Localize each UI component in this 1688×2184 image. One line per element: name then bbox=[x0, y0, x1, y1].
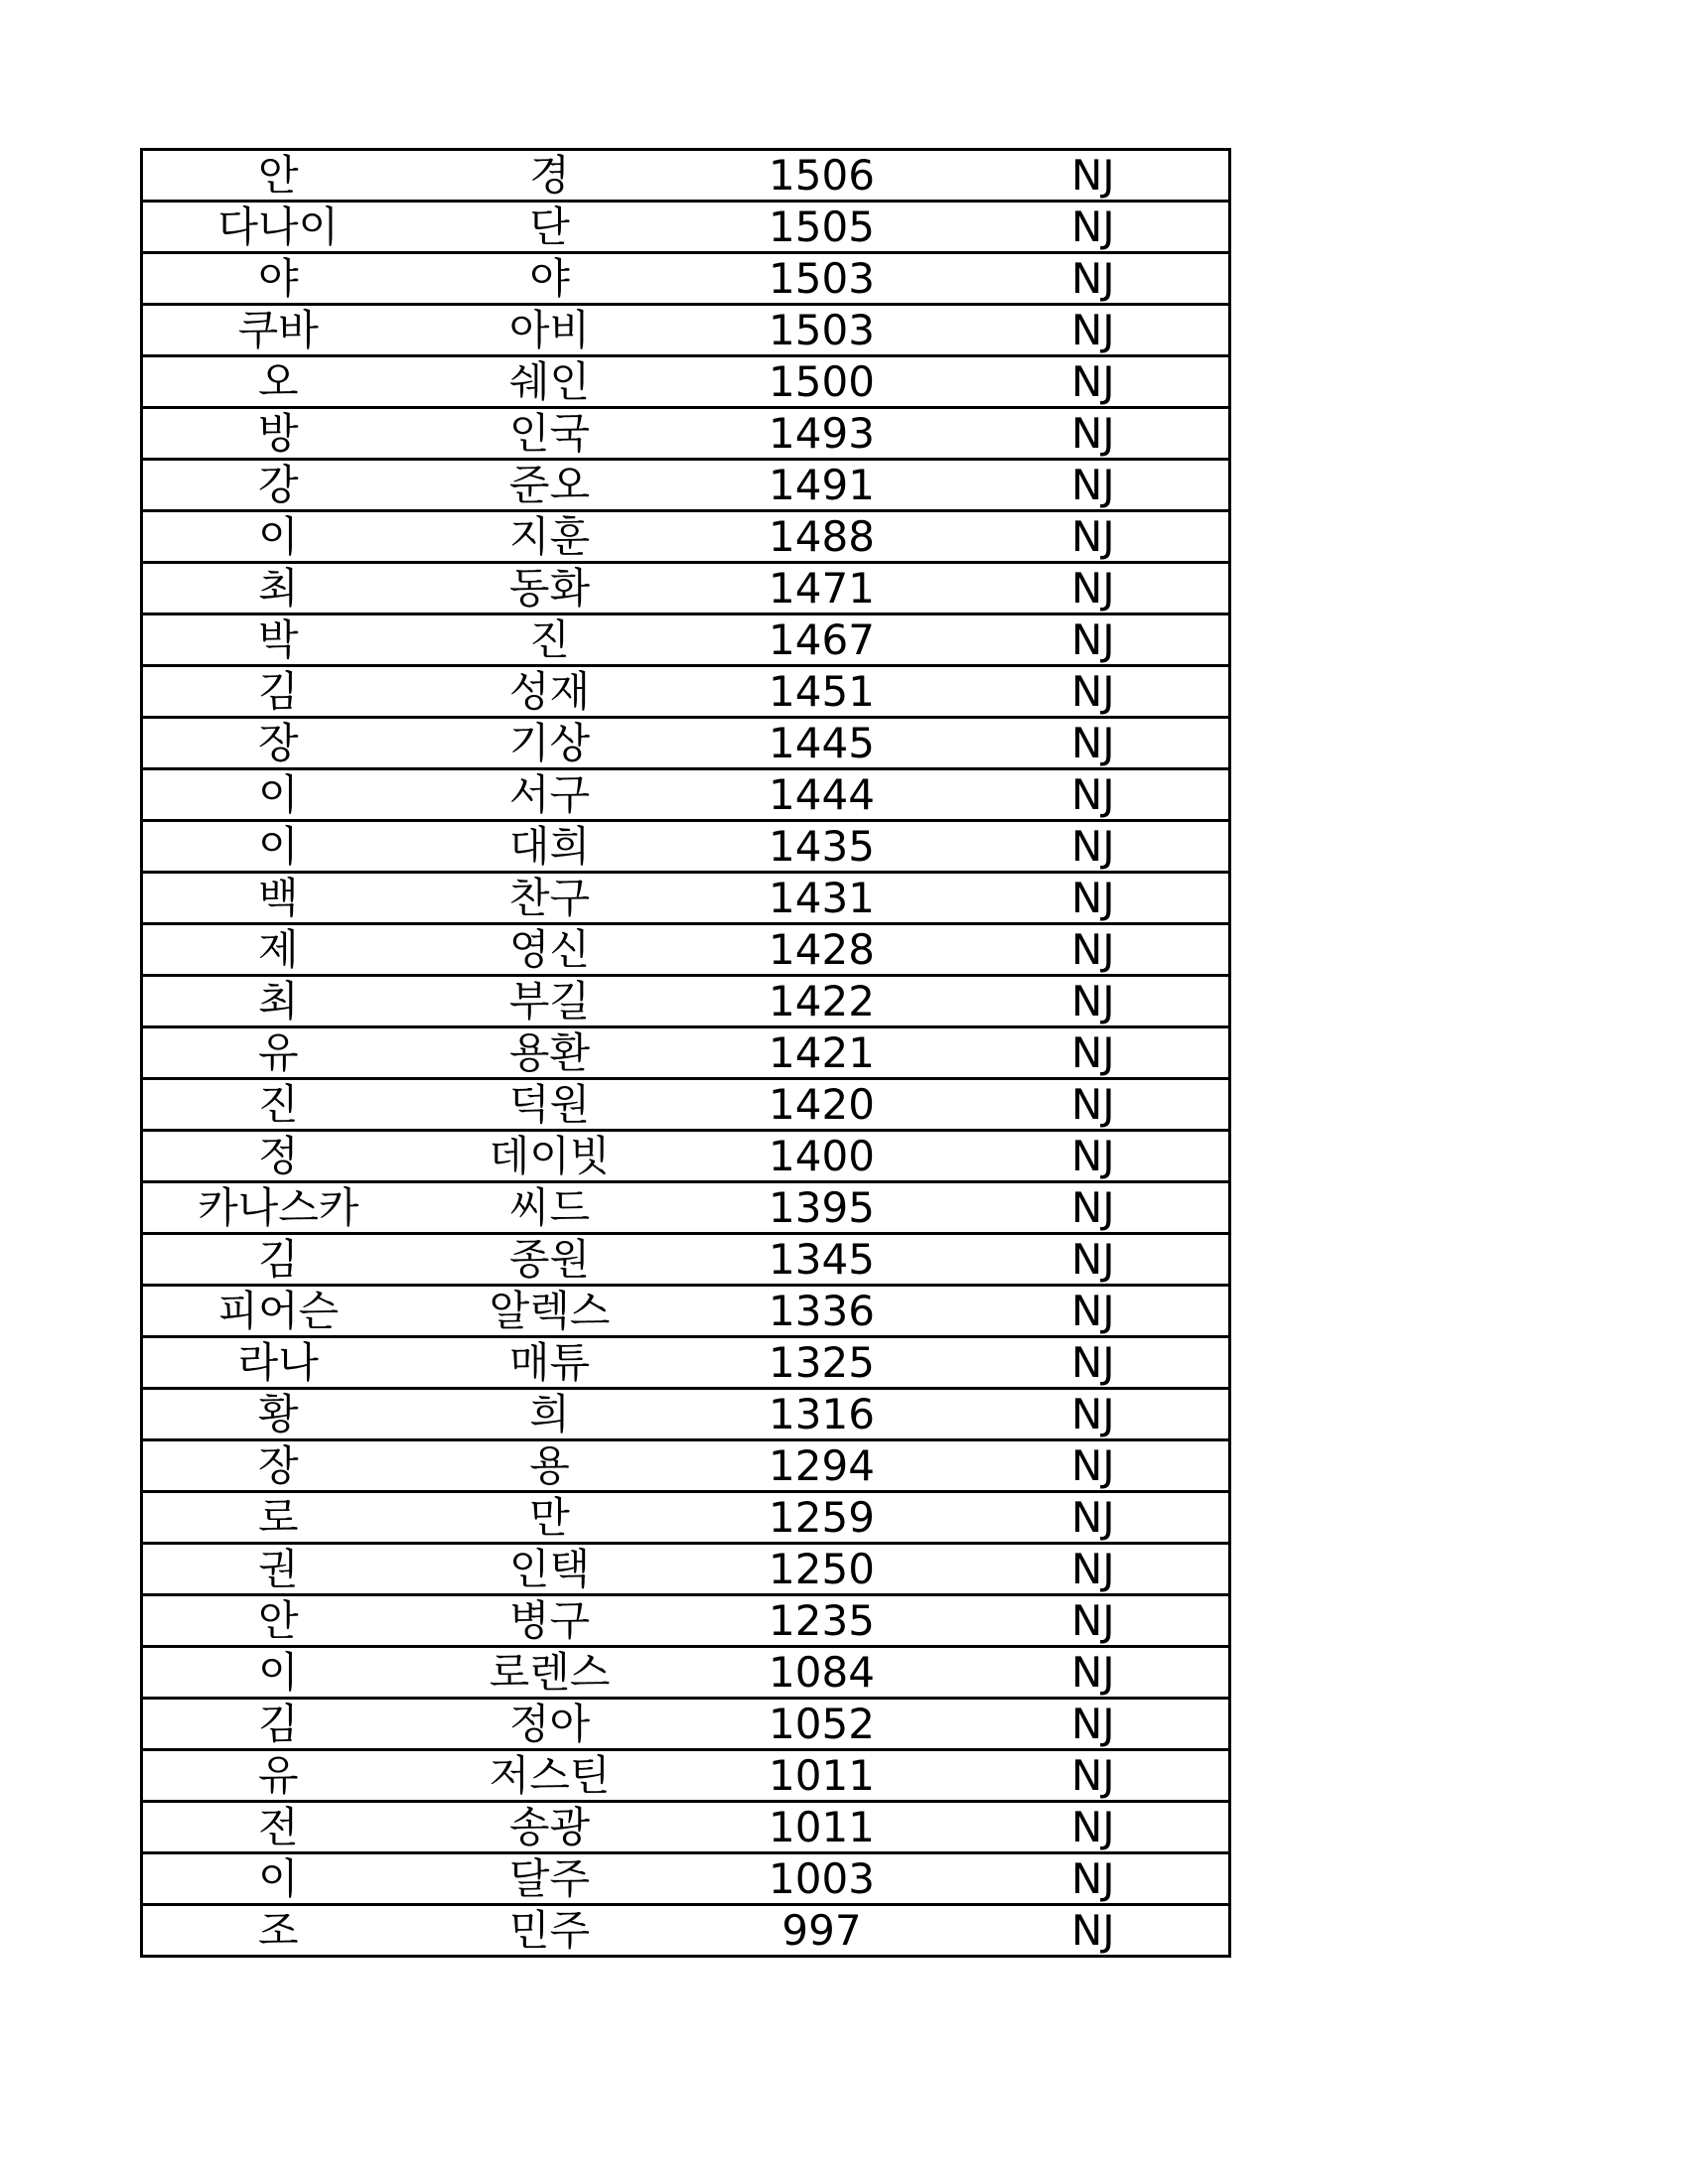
rating-cell: 1503 bbox=[686, 253, 958, 305]
first-name-cell: 준오 bbox=[414, 460, 686, 511]
rating-cell: 1003 bbox=[686, 1853, 958, 1905]
state-cell: NJ bbox=[958, 1492, 1230, 1544]
table-row bbox=[142, 1440, 1230, 1492]
rating-cell: 1451 bbox=[686, 666, 958, 718]
first-name-cell: 저스틴 bbox=[414, 1750, 686, 1802]
rating-cell: 1084 bbox=[686, 1647, 958, 1699]
last-name-cell: 로 bbox=[142, 1492, 414, 1544]
table-row bbox=[142, 1544, 1230, 1595]
table-row bbox=[142, 1079, 1230, 1131]
table-row bbox=[142, 1750, 1230, 1802]
state-cell: NJ bbox=[958, 1337, 1230, 1389]
last-name-cell: 김 bbox=[142, 1699, 414, 1750]
last-name-cell: 안 bbox=[142, 1595, 414, 1647]
state-cell: NJ bbox=[958, 976, 1230, 1027]
table-row bbox=[142, 666, 1230, 718]
last-name-cell: 야 bbox=[142, 253, 414, 305]
first-name-cell: 동화 bbox=[414, 563, 686, 614]
state-cell: NJ bbox=[958, 1286, 1230, 1337]
rating-cell: 1422 bbox=[686, 976, 958, 1027]
rating-cell: 1431 bbox=[686, 873, 958, 924]
first-name-cell: 로렌스 bbox=[414, 1647, 686, 1699]
rating-cell: 1400 bbox=[686, 1131, 958, 1182]
rating-cell: 1500 bbox=[686, 356, 958, 408]
first-name-cell: 진 bbox=[414, 614, 686, 666]
table-row bbox=[142, 924, 1230, 976]
rating-cell: 1445 bbox=[686, 718, 958, 769]
rating-cell: 1250 bbox=[686, 1544, 958, 1595]
first-name-cell: 경 bbox=[414, 150, 686, 202]
table-row bbox=[142, 1647, 1230, 1699]
last-name-cell: 이 bbox=[142, 1853, 414, 1905]
last-name-cell: 이 bbox=[142, 821, 414, 873]
last-name-cell: 최 bbox=[142, 976, 414, 1027]
first-name-cell: 아비 bbox=[414, 305, 686, 356]
table-row bbox=[142, 976, 1230, 1027]
table-row bbox=[142, 1389, 1230, 1440]
state-cell: NJ bbox=[958, 1750, 1230, 1802]
table-row bbox=[142, 253, 1230, 305]
first-name-cell: 지훈 bbox=[414, 511, 686, 563]
state-cell: NJ bbox=[958, 1595, 1230, 1647]
rating-cell: 1011 bbox=[686, 1802, 958, 1853]
state-cell: NJ bbox=[958, 1544, 1230, 1595]
rating-cell: 1444 bbox=[686, 769, 958, 821]
last-name-cell: 권 bbox=[142, 1544, 414, 1595]
rating-cell: 1493 bbox=[686, 408, 958, 460]
table-row bbox=[142, 1595, 1230, 1647]
first-name-cell: 용환 bbox=[414, 1027, 686, 1079]
table-row bbox=[142, 150, 1230, 202]
table-body bbox=[142, 150, 1230, 1957]
last-name-cell: 안 bbox=[142, 150, 414, 202]
table-row bbox=[142, 1492, 1230, 1544]
table-row bbox=[142, 460, 1230, 511]
last-name-cell: 피어슨 bbox=[142, 1286, 414, 1337]
rating-cell: 1294 bbox=[686, 1440, 958, 1492]
table-row bbox=[142, 1905, 1230, 1957]
table-row bbox=[142, 1853, 1230, 1905]
state-cell: NJ bbox=[958, 821, 1230, 873]
first-name-cell: 단 bbox=[414, 202, 686, 253]
first-name-cell: 찬구 bbox=[414, 873, 686, 924]
rating-cell: 1052 bbox=[686, 1699, 958, 1750]
table-row bbox=[142, 305, 1230, 356]
table-row bbox=[142, 769, 1230, 821]
table-row bbox=[142, 718, 1230, 769]
first-name-cell: 데이빗 bbox=[414, 1131, 686, 1182]
first-name-cell: 알렉스 bbox=[414, 1286, 686, 1337]
rating-cell: 997 bbox=[686, 1905, 958, 1957]
state-cell: NJ bbox=[958, 356, 1230, 408]
rating-cell: 1235 bbox=[686, 1595, 958, 1647]
rating-cell: 1316 bbox=[686, 1389, 958, 1440]
first-name-cell: 씨드 bbox=[414, 1182, 686, 1234]
first-name-cell: 달주 bbox=[414, 1853, 686, 1905]
state-cell: NJ bbox=[958, 873, 1230, 924]
last-name-cell: 오 bbox=[142, 356, 414, 408]
first-name-cell: 매튜 bbox=[414, 1337, 686, 1389]
first-name-cell: 민주 bbox=[414, 1905, 686, 1957]
table-row bbox=[142, 873, 1230, 924]
first-name-cell: 대희 bbox=[414, 821, 686, 873]
first-name-cell: 덕원 bbox=[414, 1079, 686, 1131]
state-cell: NJ bbox=[958, 924, 1230, 976]
table-row bbox=[142, 408, 1230, 460]
last-name-cell: 방 bbox=[142, 408, 414, 460]
first-name-cell: 인택 bbox=[414, 1544, 686, 1595]
first-name-cell: 용 bbox=[414, 1440, 686, 1492]
last-name-cell: 유 bbox=[142, 1027, 414, 1079]
state-cell: NJ bbox=[958, 563, 1230, 614]
rating-cell: 1420 bbox=[686, 1079, 958, 1131]
state-cell: NJ bbox=[958, 1699, 1230, 1750]
last-name-cell: 장 bbox=[142, 1440, 414, 1492]
rating-cell: 1503 bbox=[686, 305, 958, 356]
last-name-cell: 백 bbox=[142, 873, 414, 924]
table-row bbox=[142, 356, 1230, 408]
state-cell: NJ bbox=[958, 1182, 1230, 1234]
table-row bbox=[142, 202, 1230, 253]
last-name-cell: 카나스카 bbox=[142, 1182, 414, 1234]
rating-cell: 1421 bbox=[686, 1027, 958, 1079]
last-name-cell: 다나이 bbox=[142, 202, 414, 253]
state-cell: NJ bbox=[958, 769, 1230, 821]
table-row bbox=[142, 1286, 1230, 1337]
state-cell: NJ bbox=[958, 1389, 1230, 1440]
first-name-cell: 부길 bbox=[414, 976, 686, 1027]
last-name-cell: 전 bbox=[142, 1802, 414, 1853]
table-row bbox=[142, 563, 1230, 614]
state-cell: NJ bbox=[958, 1079, 1230, 1131]
state-cell: NJ bbox=[958, 1647, 1230, 1699]
rating-cell: 1395 bbox=[686, 1182, 958, 1234]
table-row bbox=[142, 821, 1230, 873]
first-name-cell: 야 bbox=[414, 253, 686, 305]
table-row bbox=[142, 1337, 1230, 1389]
last-name-cell: 이 bbox=[142, 1647, 414, 1699]
rating-cell: 1259 bbox=[686, 1492, 958, 1544]
last-name-cell: 이 bbox=[142, 511, 414, 563]
player-rating-table bbox=[140, 148, 1231, 1958]
first-name-cell: 종원 bbox=[414, 1234, 686, 1286]
last-name-cell: 유 bbox=[142, 1750, 414, 1802]
table-row bbox=[142, 511, 1230, 563]
first-name-cell: 기상 bbox=[414, 718, 686, 769]
table-row bbox=[142, 1027, 1230, 1079]
table-row bbox=[142, 614, 1230, 666]
state-cell: NJ bbox=[958, 1027, 1230, 1079]
first-name-cell: 영신 bbox=[414, 924, 686, 976]
last-name-cell: 쿠바 bbox=[142, 305, 414, 356]
table-row bbox=[142, 1234, 1230, 1286]
table-row bbox=[142, 1182, 1230, 1234]
state-cell: NJ bbox=[958, 1131, 1230, 1182]
state-cell: NJ bbox=[958, 408, 1230, 460]
rating-cell: 1505 bbox=[686, 202, 958, 253]
state-cell: NJ bbox=[958, 1853, 1230, 1905]
last-name-cell: 진 bbox=[142, 1079, 414, 1131]
first-name-cell: 희 bbox=[414, 1389, 686, 1440]
last-name-cell: 라나 bbox=[142, 1337, 414, 1389]
table-row bbox=[142, 1699, 1230, 1750]
last-name-cell: 김 bbox=[142, 1234, 414, 1286]
table-row bbox=[142, 1131, 1230, 1182]
last-name-cell: 이 bbox=[142, 769, 414, 821]
last-name-cell: 장 bbox=[142, 718, 414, 769]
last-name-cell: 황 bbox=[142, 1389, 414, 1440]
state-cell: NJ bbox=[958, 1905, 1230, 1957]
state-cell: NJ bbox=[958, 460, 1230, 511]
first-name-cell: 쉐인 bbox=[414, 356, 686, 408]
rating-cell: 1336 bbox=[686, 1286, 958, 1337]
rating-cell: 1435 bbox=[686, 821, 958, 873]
state-cell: NJ bbox=[958, 1440, 1230, 1492]
first-name-cell: 송광 bbox=[414, 1802, 686, 1853]
last-name-cell: 강 bbox=[142, 460, 414, 511]
last-name-cell: 제 bbox=[142, 924, 414, 976]
first-name-cell: 성재 bbox=[414, 666, 686, 718]
rating-cell: 1325 bbox=[686, 1337, 958, 1389]
rating-cell: 1011 bbox=[686, 1750, 958, 1802]
state-cell: NJ bbox=[958, 1234, 1230, 1286]
state-cell: NJ bbox=[958, 511, 1230, 563]
rating-cell: 1345 bbox=[686, 1234, 958, 1286]
state-cell: NJ bbox=[958, 305, 1230, 356]
last-name-cell: 조 bbox=[142, 1905, 414, 1957]
first-name-cell: 인국 bbox=[414, 408, 686, 460]
rating-cell: 1506 bbox=[686, 150, 958, 202]
first-name-cell: 정아 bbox=[414, 1699, 686, 1750]
state-cell: NJ bbox=[958, 718, 1230, 769]
first-name-cell: 서구 bbox=[414, 769, 686, 821]
state-cell: NJ bbox=[958, 1802, 1230, 1853]
table-row bbox=[142, 1802, 1230, 1853]
state-cell: NJ bbox=[958, 202, 1230, 253]
state-cell: NJ bbox=[958, 253, 1230, 305]
rating-cell: 1488 bbox=[686, 511, 958, 563]
state-cell: NJ bbox=[958, 666, 1230, 718]
state-cell: NJ bbox=[958, 614, 1230, 666]
first-name-cell: 만 bbox=[414, 1492, 686, 1544]
first-name-cell: 병구 bbox=[414, 1595, 686, 1647]
state-cell: NJ bbox=[958, 150, 1230, 202]
rating-cell: 1428 bbox=[686, 924, 958, 976]
last-name-cell: 박 bbox=[142, 614, 414, 666]
rating-cell: 1491 bbox=[686, 460, 958, 511]
rating-cell: 1471 bbox=[686, 563, 958, 614]
last-name-cell: 정 bbox=[142, 1131, 414, 1182]
last-name-cell: 최 bbox=[142, 563, 414, 614]
last-name-cell: 김 bbox=[142, 666, 414, 718]
rating-cell: 1467 bbox=[686, 614, 958, 666]
